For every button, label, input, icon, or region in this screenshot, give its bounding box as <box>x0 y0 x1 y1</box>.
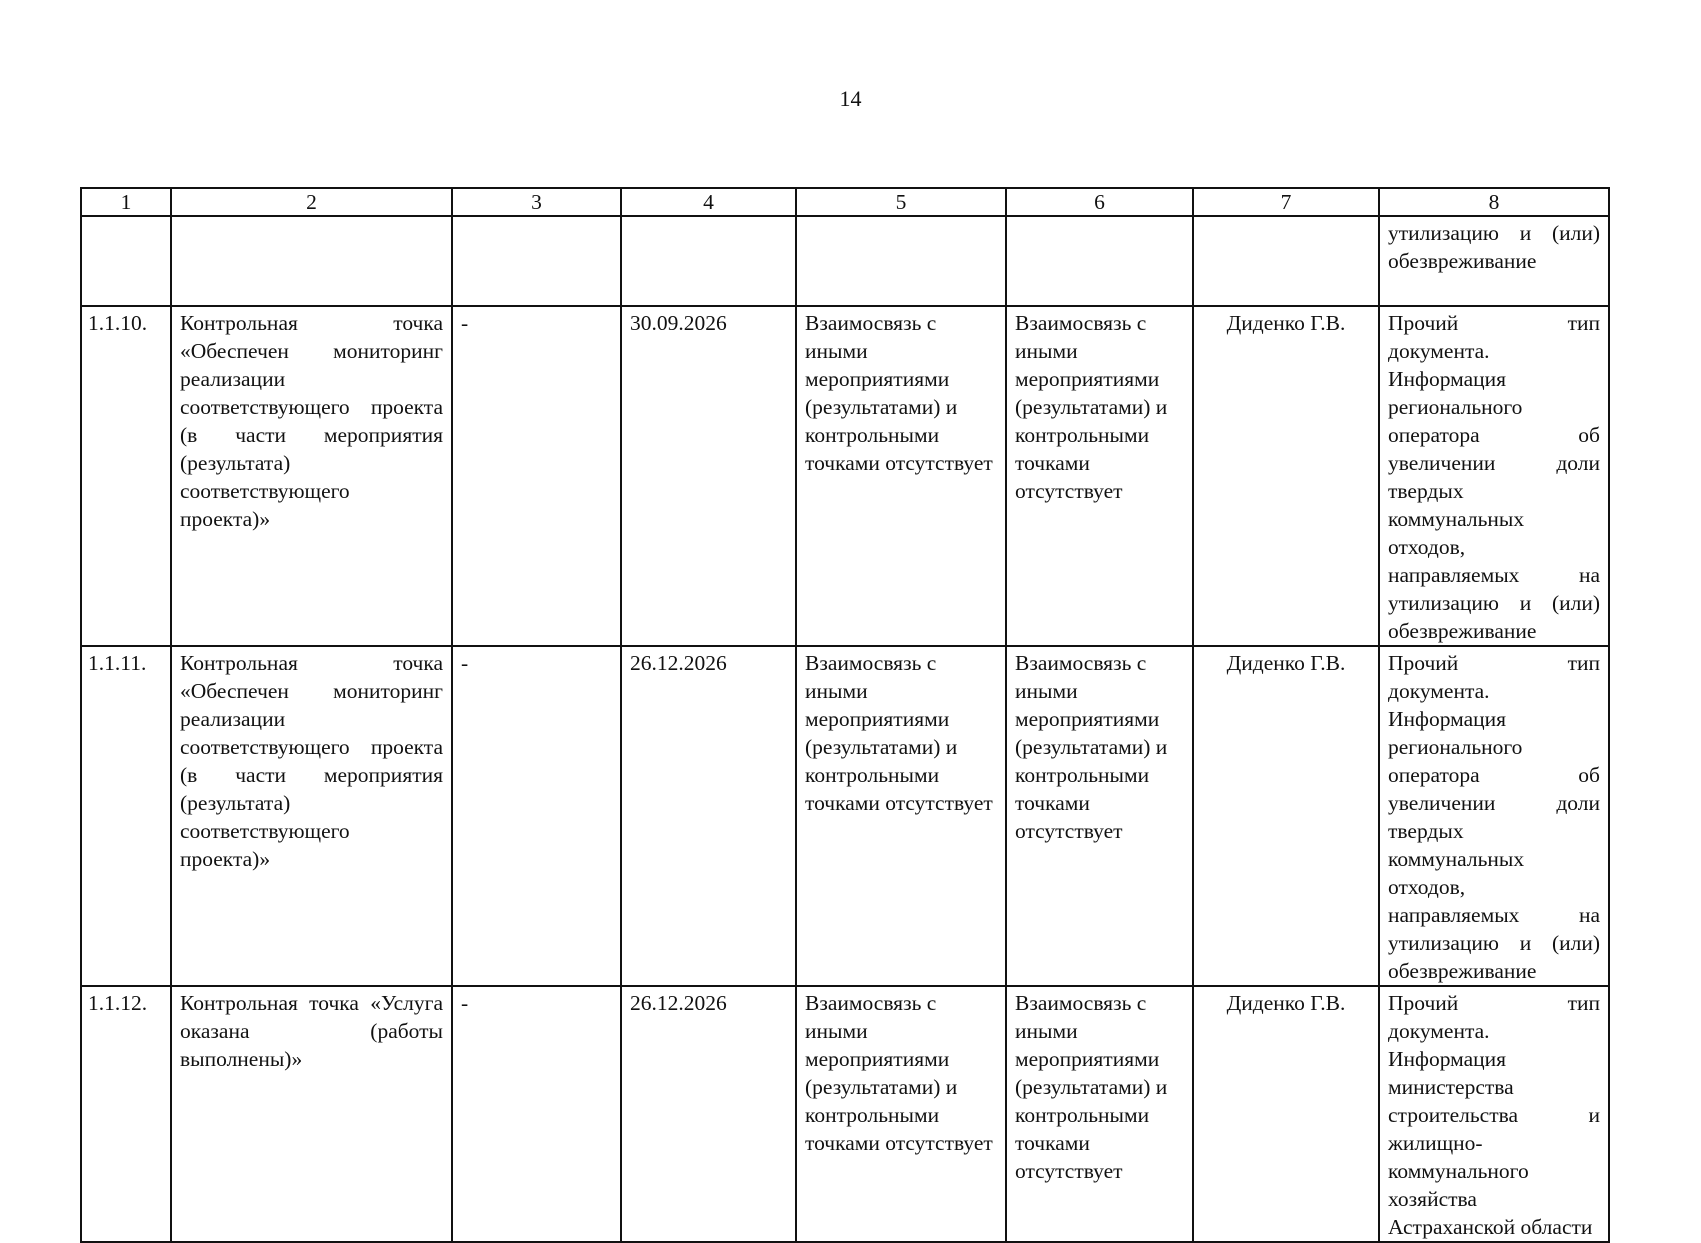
column-header: 3 <box>452 188 621 216</box>
predecessor-cell: - <box>452 986 621 1242</box>
table-row <box>81 986 1609 1242</box>
responsible-cell: Диденко Г.В. <box>1193 646 1379 986</box>
empty-cell <box>1006 216 1193 306</box>
page-number: 14 <box>839 86 862 111</box>
document-cell: Прочий тип документа. Информация регионального оператора об увеличении доли твердых коммунальных отходов, направляемых на утилизацию и (или) обезвреживание <box>1379 646 1609 986</box>
column-header: 7 <box>1193 188 1379 216</box>
document-cell: утилизацию и (или) обезвреживание <box>1379 216 1609 306</box>
links-next-cell: Взаимосвязь с иными мероприятиями (результатами) и контрольными точками отсутствует <box>1006 306 1193 646</box>
column-number-row <box>81 188 1609 216</box>
column-header: 6 <box>1006 188 1193 216</box>
checkpoint-name: Контрольная точка «Услуга оказана (работы выполнены)» <box>171 986 452 1242</box>
column-header: 4 <box>621 188 796 216</box>
predecessor-cell: - <box>452 306 621 646</box>
checkpoint-name: Контрольная точка «Обеспечен мониторинг реализации соответствующего проекта (в части мероприятия (результата) соответствующего проекта)» <box>171 306 452 646</box>
column-header: 8 <box>1379 188 1609 216</box>
links-next-cell: Взаимосвязь с иными мероприятиями (результатами) и контрольными точками отсутствует <box>1006 646 1193 986</box>
document-cell: Прочий тип документа. Информация министерства строительства и жилищно-коммунального хозяйства Астраханской области <box>1379 986 1609 1242</box>
links-next-cell: Взаимосвязь с иными мероприятиями (результатами) и контрольными точками отсутствует <box>1006 986 1193 1242</box>
responsible-cell: Диденко Г.В. <box>1193 306 1379 646</box>
links-prev-cell: Взаимосвязь с иными мероприятиями (результатами) и контрольными точками отсутствует <box>796 986 1006 1242</box>
links-prev-cell: Взаимосвязь с иными мероприятиями (результатами) и контрольными точками отсутствует <box>796 306 1006 646</box>
date-cell: 26.12.2026 <box>621 986 796 1242</box>
predecessor-cell: - <box>452 646 621 986</box>
empty-cell <box>1193 216 1379 306</box>
checkpoint-name: Контрольная точка «Обеспечен мониторинг реализации соответствующего проекта (в части мероприятия (результата) соответствующего проекта)» <box>171 646 452 986</box>
continuation-row <box>81 216 1609 306</box>
document-cell: Прочий тип документа. Информация регионального оператора об увеличении доли твердых коммунальных отходов, направляемых на утилизацию и (или) обезвреживание <box>1379 306 1609 646</box>
row-number: 1.1.11. <box>81 646 171 986</box>
schedule-table <box>80 187 1610 1243</box>
links-prev-cell: Взаимосвязь с иными мероприятиями (результатами) и контрольными точками отсутствует <box>796 646 1006 986</box>
empty-cell <box>81 216 171 306</box>
date-cell: 26.12.2026 <box>621 646 796 986</box>
empty-cell <box>452 216 621 306</box>
column-header: 2 <box>171 188 452 216</box>
table-row <box>81 646 1609 986</box>
row-number: 1.1.12. <box>81 986 171 1242</box>
responsible-cell: Диденко Г.В. <box>1193 986 1379 1242</box>
table-row <box>81 306 1609 646</box>
empty-cell <box>796 216 1006 306</box>
empty-cell <box>621 216 796 306</box>
date-cell: 30.09.2026 <box>621 306 796 646</box>
row-number: 1.1.10. <box>81 306 171 646</box>
column-header: 5 <box>796 188 1006 216</box>
column-header: 1 <box>81 188 171 216</box>
empty-cell <box>171 216 452 306</box>
